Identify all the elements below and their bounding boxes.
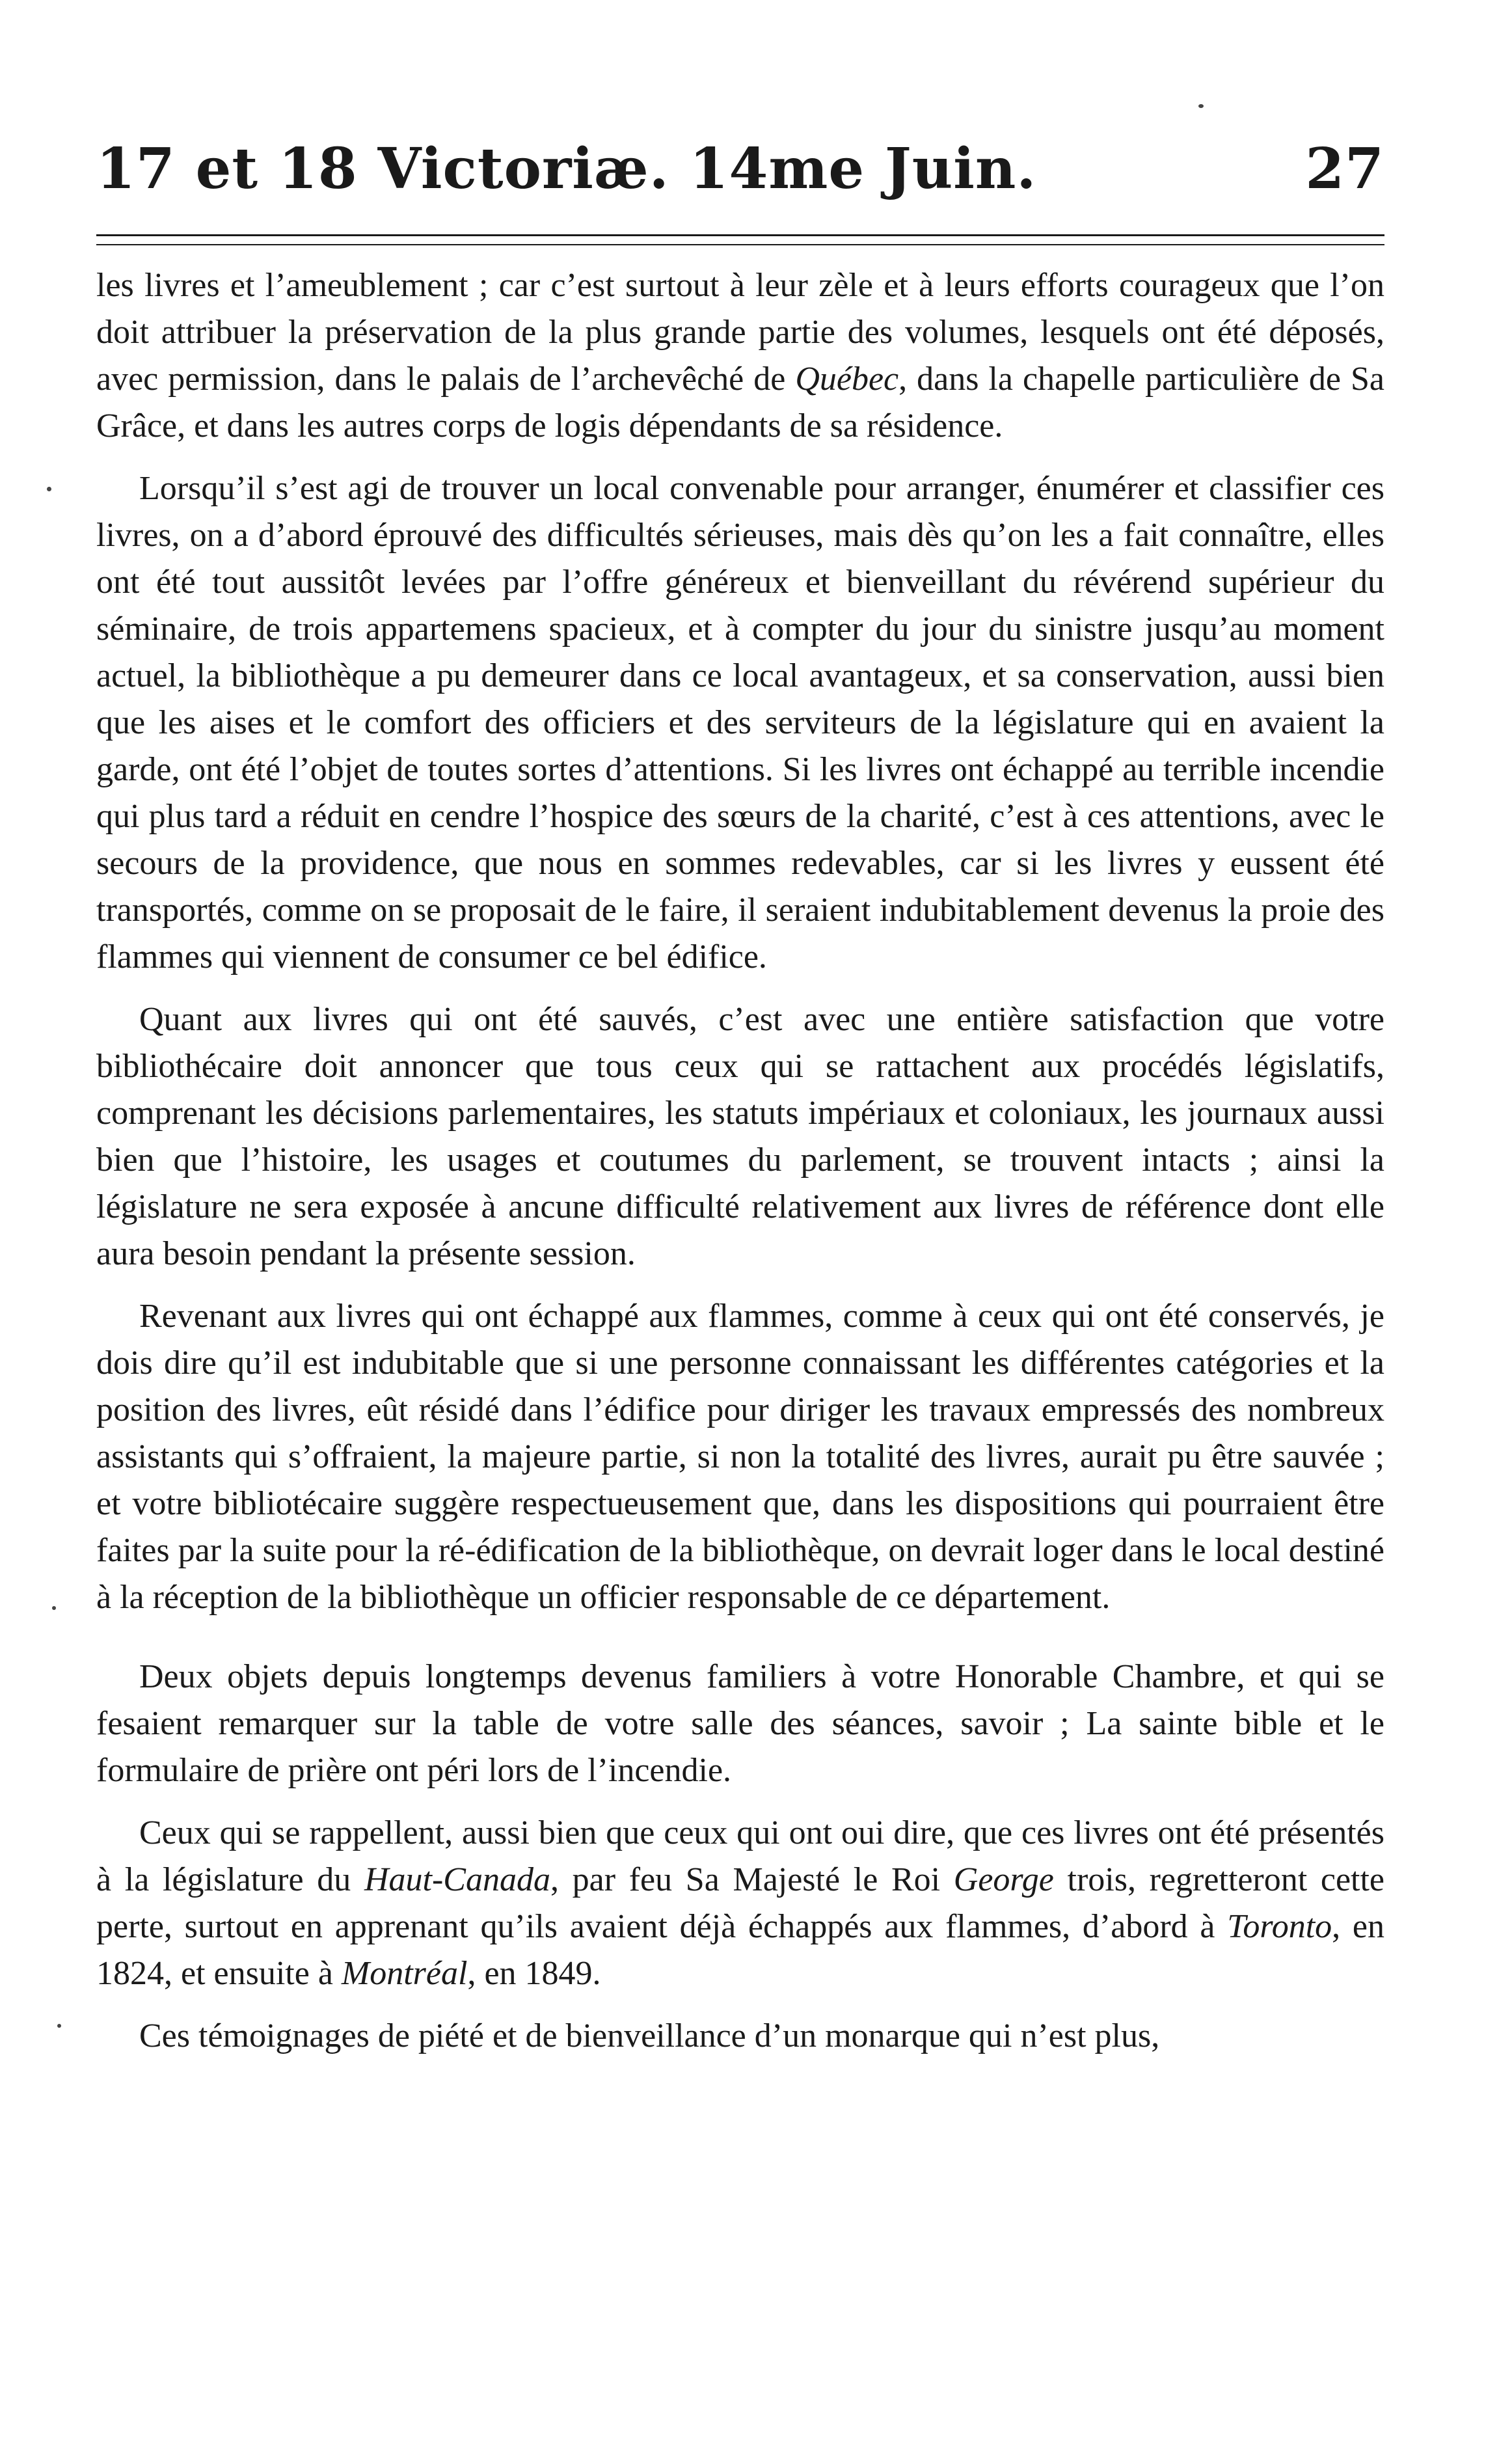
header-rule-thin: [96, 244, 1384, 245]
header-rule-thick: [96, 234, 1384, 236]
header-title: 17 et 18 Victoriæ. 14me Juin.: [96, 136, 1037, 202]
paragraph-7: Ces témoignages de piété et de bienveillance d’un monarque qui n’est plus,: [139, 2017, 1160, 2054]
place-name-haut-canada: Haut-Canada: [364, 1861, 550, 1898]
print-speck: [1198, 104, 1204, 108]
paragraph-6-text-c: trois, regretteront cette perte, surtout en apprenant qu’ils avaient déjà échappés aux flammes, d’abord à: [96, 1861, 1384, 1945]
body-text: [96, 262, 1384, 2060]
place-name-quebec: Québec: [795, 361, 899, 398]
paragraph-6-text-d: , en 1824, et ensuite à: [96, 1908, 1384, 1992]
page-content: [96, 130, 1384, 2075]
paragraph-2: Lorsqu’il s’est agi de trouver un local convenable pour arranger, énumérer et classifier ces livres, on a d’abord éprouvé des difficultés sérieuses, mais dès qu’on les a fait connaître, elles ont été tout aussitôt levées par l’offre généreux et bienveillant du révérend supérieur du séminaire, de trois appartemens spacieux, et à compter du jour du sinistre jusqu’au moment actuel, la bibliothèque a pu demeurer dans ce local avantageux, et sa conservation, aussi bien que les aises et le comfort des officiers et des serviteurs de la législature qui en avaient la garde, ont été l’objet de toutes sortes d’attentions. Si les livres ont échappé au terrible incendie qui plus tard a réduit en cendre l’hospice des sœurs de la charité, c’est à ces attentions, avec le secours de la providence, que nous en sommes redevables, car si les livres y eussent été transportés, comme on se proposait de le faire, il seraient indubitablement devenus la proie des flammes qui viennent de consumer ce bel édifice.: [96, 470, 1384, 975]
place-name-montreal: Montréal: [341, 1955, 468, 1992]
person-name-george: George: [953, 1861, 1054, 1898]
paragraph-5: Deux objets depuis longtemps devenus familiers à votre Honorable Chambre, et qui se fesaient remarquer sur la table de votre salle des séances, savoir ; La sainte bible et le formulaire de prière ont péri lors de l’incendie.: [96, 1658, 1384, 1789]
paragraph-3: Quant aux livres qui ont été sauvés, c’est avec une entière satisfaction que votre bibliothécaire doit annoncer que tous ceux qui se rattachent aux procédés législatifs, comprenant les décisions parlementaires, les statuts impériaux et coloniaux, les journaux aussi bien que l’histoire, les usages et coutumes du parlement, se trouvent intacts ; ainsi la législature ne sera exposée à ancune difficulté relativement aux livres de référence dont elle aura besoin pendant la présente session.: [96, 1001, 1384, 1272]
paragraph-4: Revenant aux livres qui ont échappé aux flammes, comme à ceux qui ont été conservés, je dois dire qu’il est indubitable que si une personne connaissant les différentes catégories et la position des livres, eût résidé dans l’édifice pour diriger les travaux empressés des nombreux assistants qui s’offraient, la majeure partie, si non la totalité des livres, aurait pu être sauvée ; et votre bibliotécaire suggère respectueusement que, dans les dispositions qui pourraient être faites par la suite pour la ré-édification de la bibliothèque, on devrait loger dans le local destiné à la réception de la bibliothèque un officier responsable de ce département.: [96, 1298, 1384, 1616]
print-speck: [57, 2024, 61, 2028]
print-speck: [47, 487, 51, 491]
print-speck: [52, 1606, 56, 1610]
paragraph-1: [96, 262, 1384, 450]
paragraph-6-text-e: , en 1849.: [467, 1955, 601, 1992]
paragraph-6-text-b: , par feu Sa Majesté le Roi: [550, 1861, 954, 1898]
page-number: 27: [1305, 136, 1384, 202]
paragraph-1-text-b: , dans la chapelle particulière de Sa Grâce, et dans les autres corps de logis dépendants de sa résidence.: [96, 361, 1384, 444]
running-header: [96, 130, 1384, 208]
paragraph-1-text-a: les livres et l’ameublement ; car c’est surtout à leur zèle et à leurs efforts courageux que l’on doit attribuer la préservation de la plus grande partie des volumes, lesquels ont été déposés, avec permission, dans le palais de l’archevêché de: [96, 267, 1384, 398]
paragraph-6: [96, 1810, 1384, 1997]
paragraph-6-text-a: Ceux qui se rappellent, aussi bien que ceux qui ont oui dire, que ces livres ont été présentés à la législature du: [96, 1814, 1384, 1898]
place-name-toronto: Toronto: [1227, 1908, 1332, 1945]
